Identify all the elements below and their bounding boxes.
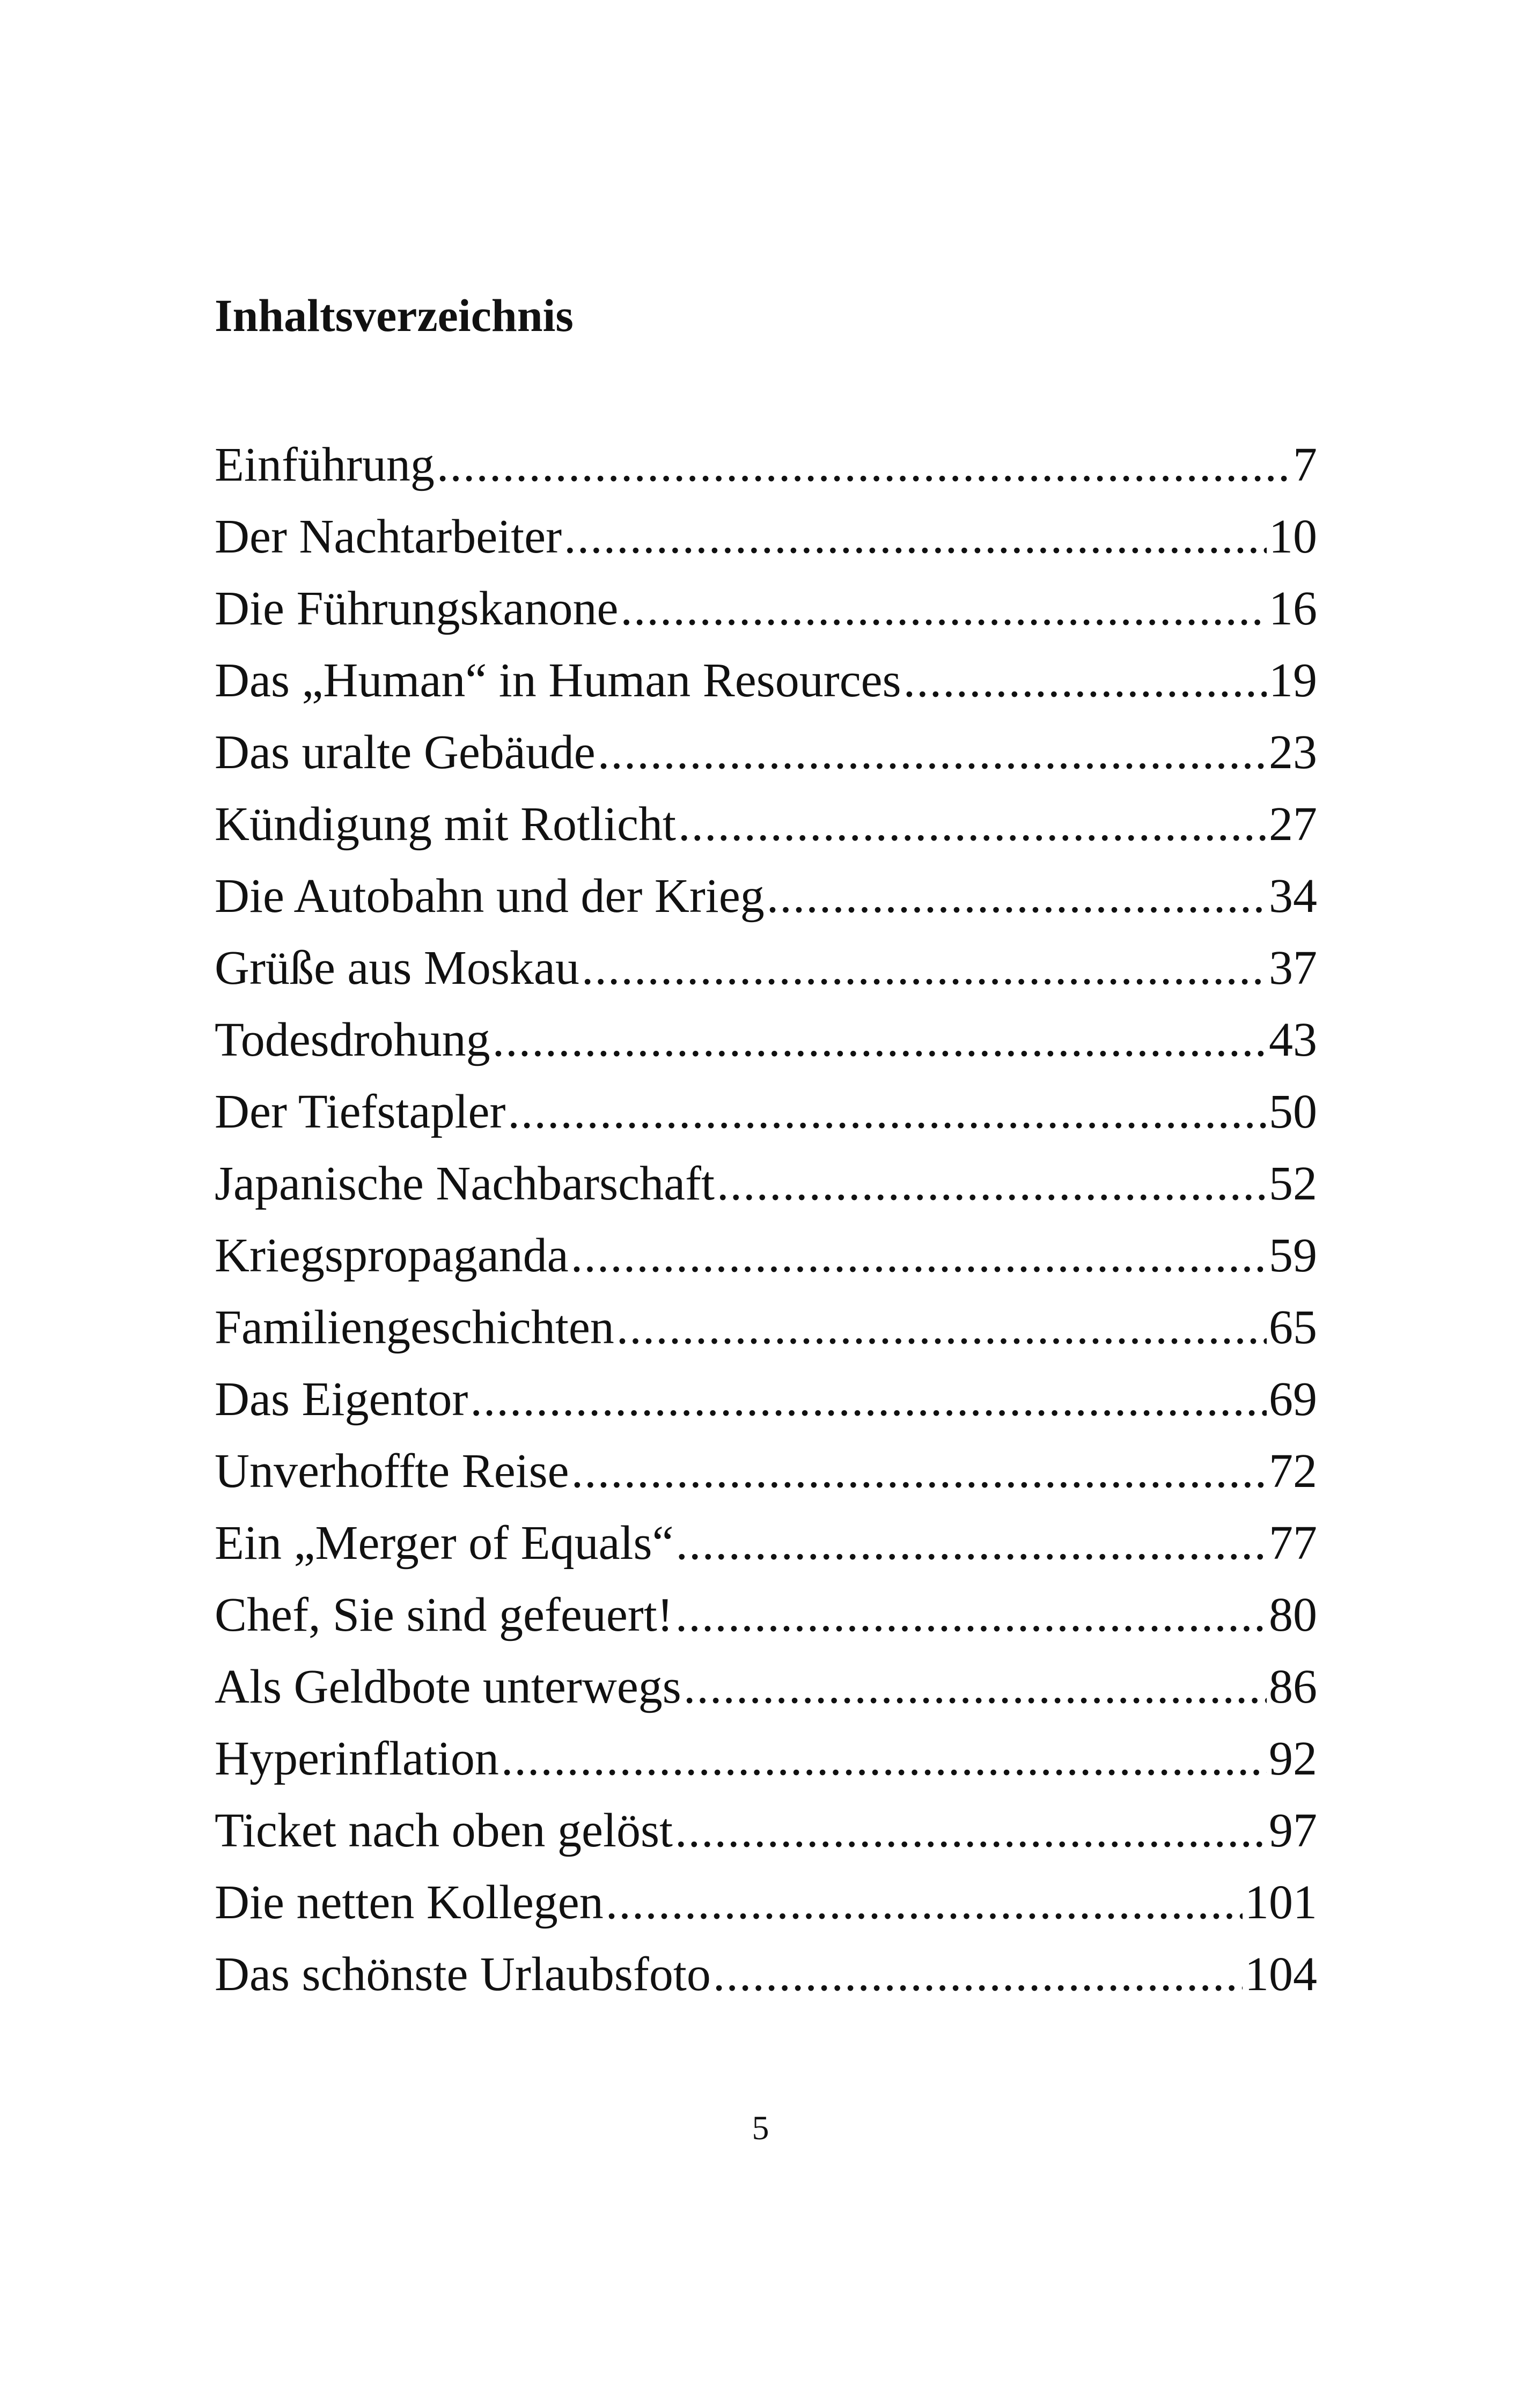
dot-leader (571, 1435, 1267, 1507)
toc-entry-page: 86 (1269, 1660, 1317, 1713)
toc-entry-page: 50 (1269, 1085, 1317, 1138)
toc-entry (215, 573, 1317, 645)
toc-entry (215, 1651, 1317, 1723)
toc-entry-page: 92 (1269, 1732, 1317, 1785)
toc-entry-title: Kündigung mit Rotlicht (215, 798, 677, 851)
toc-entry-title: Der Tiefstapler (215, 1085, 506, 1138)
dot-leader (616, 1292, 1267, 1364)
dot-leader (598, 717, 1267, 789)
toc-entry-title: Die Autobahn und der Krieg (215, 870, 765, 923)
toc-entry-title: Chef, Sie sind gefeuert! (215, 1588, 673, 1641)
toc-entry-page: 19 (1269, 654, 1317, 707)
toc-entry-title: Japanische Nachbarschaft (215, 1157, 715, 1210)
toc-entry-page: 80 (1269, 1588, 1317, 1641)
toc-entry-page: 65 (1269, 1301, 1317, 1354)
toc-entry (215, 1507, 1317, 1579)
toc-entry-page: 52 (1269, 1157, 1317, 1210)
toc-entry-page: 23 (1269, 726, 1317, 779)
toc-entry-title: Das uralte Gebäude (215, 726, 596, 779)
toc-entry-title: Einführung (215, 438, 435, 491)
toc-entry-title: Der Nachtarbeiter (215, 510, 562, 563)
toc-entry-page: 43 (1269, 1013, 1317, 1066)
toc-entry (215, 429, 1317, 501)
toc-entry (215, 1579, 1317, 1651)
dot-leader (675, 1795, 1267, 1867)
toc-entry (215, 1795, 1317, 1867)
toc-entry-title: Die Führungskanone (215, 582, 619, 635)
toc-entry-page: 27 (1269, 798, 1317, 851)
table-of-contents (215, 429, 1317, 2011)
toc-entry-page: 10 (1269, 510, 1317, 563)
toc-entry (215, 1939, 1317, 2011)
dot-leader (713, 1939, 1243, 2011)
toc-entry-title: Ein „Merger of Equals“ (215, 1516, 674, 1570)
dot-leader (684, 1651, 1267, 1723)
dot-leader (903, 645, 1267, 717)
toc-entry-title: Das „Human“ in Human Resources (215, 654, 901, 707)
toc-entry-page: 7 (1293, 438, 1317, 491)
toc-entry-page: 34 (1269, 870, 1317, 923)
dot-leader (678, 789, 1267, 860)
toc-entry-title: Todesdrohung (215, 1013, 490, 1066)
toc-entry (215, 789, 1317, 860)
toc-entry (215, 645, 1317, 717)
dot-leader (508, 1076, 1267, 1148)
toc-entry (215, 932, 1317, 1004)
dot-leader (582, 932, 1267, 1004)
dot-leader (676, 1507, 1267, 1579)
toc-entry-page: 77 (1269, 1516, 1317, 1570)
dot-leader (675, 1579, 1267, 1651)
toc-entry (215, 1364, 1317, 1435)
toc-entry-title: Unverhoffte Reise (215, 1445, 569, 1498)
toc-entry (215, 501, 1317, 573)
toc-entry (215, 1292, 1317, 1364)
toc-entry-title: Das Eigentor (215, 1373, 468, 1426)
toc-entry-title: Grüße aus Moskau (215, 941, 579, 995)
toc-entry (215, 1076, 1317, 1148)
toc-entry-page: 97 (1269, 1804, 1317, 1857)
toc-entry (215, 1220, 1317, 1292)
toc-entry-page: 101 (1245, 1876, 1317, 1929)
toc-entry (215, 1004, 1317, 1076)
dot-leader (606, 1867, 1243, 1939)
toc-entry-title: Familiengeschichten (215, 1301, 614, 1354)
dot-leader (571, 1220, 1267, 1292)
dot-leader (501, 1723, 1267, 1795)
toc-entry-page: 59 (1269, 1229, 1317, 1282)
toc-entry-title: Ticket nach oben gelöst (215, 1804, 673, 1857)
toc-entry (215, 1723, 1317, 1795)
dot-leader (620, 573, 1267, 645)
toc-entry-page: 37 (1269, 941, 1317, 995)
dot-leader (717, 1148, 1267, 1220)
toc-entry (215, 717, 1317, 789)
dot-leader (767, 860, 1267, 932)
dot-leader (493, 1004, 1267, 1076)
toc-entry (215, 1148, 1317, 1220)
toc-entry-page: 72 (1269, 1445, 1317, 1498)
toc-entry-page: 16 (1269, 582, 1317, 635)
toc-entry (215, 860, 1317, 932)
dot-leader (564, 501, 1267, 573)
toc-entry-page: 69 (1269, 1373, 1317, 1426)
toc-entry-page: 104 (1245, 1948, 1317, 2001)
toc-entry-title: Kriegspropaganda (215, 1229, 569, 1282)
page-number: 5 (752, 2109, 769, 2147)
toc-entry (215, 1867, 1317, 1939)
toc-entry-title: Als Geldbote unterwegs (215, 1660, 681, 1713)
toc-heading: Inhaltsverzeichnis (215, 290, 574, 341)
toc-entry-title: Hyperinflation (215, 1732, 499, 1785)
toc-entry-title: Die netten Kollegen (215, 1876, 604, 1929)
dot-leader (470, 1364, 1267, 1435)
toc-entry (215, 1435, 1317, 1507)
dot-leader (437, 429, 1291, 501)
toc-entry-title: Das schönste Urlaubsfoto (215, 1948, 711, 2001)
